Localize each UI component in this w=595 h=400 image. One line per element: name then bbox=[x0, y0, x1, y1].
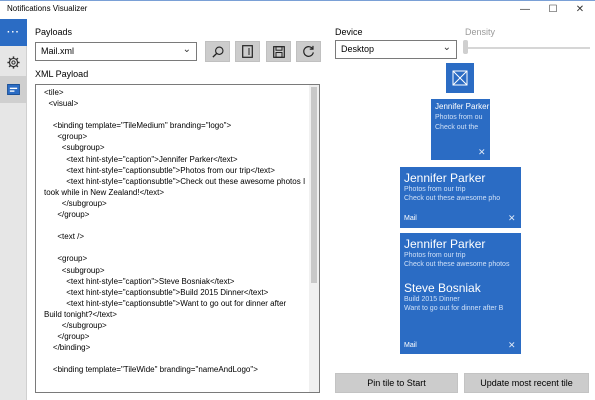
large-tile-line2a: Build 2015 Dinner bbox=[404, 296, 460, 303]
nav-tiles[interactable] bbox=[0, 76, 27, 103]
scrollbar-thumb[interactable] bbox=[311, 87, 317, 283]
device-selected: Desktop bbox=[341, 44, 375, 54]
xml-scrollbar[interactable] bbox=[309, 85, 319, 392]
density-label: Density bbox=[465, 27, 496, 37]
nav-rail bbox=[0, 19, 27, 400]
device-dropdown[interactable] bbox=[335, 40, 457, 59]
wide-tile-line1: Photos from our trip bbox=[404, 186, 466, 193]
close-icon: ✕ bbox=[478, 147, 486, 157]
medium-tile bbox=[431, 99, 490, 160]
medium-tile-name: Jennifer Parker bbox=[435, 102, 490, 111]
wide-tile-name: Jennifer Parker bbox=[404, 171, 486, 185]
wide-tile bbox=[400, 167, 521, 228]
close-button[interactable]: ✕ bbox=[575, 4, 585, 15]
payloads-dropdown[interactable] bbox=[35, 42, 197, 61]
small-tile bbox=[446, 63, 474, 93]
tile-icon bbox=[7, 84, 20, 95]
nav-settings[interactable] bbox=[0, 49, 27, 76]
large-tile-line1b: Check out these awesome photos bbox=[404, 261, 510, 268]
title-bar bbox=[0, 0, 595, 19]
large-tile bbox=[400, 233, 521, 354]
large-tile-line1a: Photos from our trip bbox=[404, 252, 466, 259]
chevron-down-icon: ⌄ bbox=[442, 42, 451, 53]
close-icon: ✕ bbox=[508, 213, 516, 223]
medium-tile-line1: Photos from ou bbox=[435, 114, 483, 121]
minimize-button[interactable]: — bbox=[520, 4, 530, 15]
chevron-down-icon: ⌄ bbox=[182, 44, 191, 55]
xml-editor[interactable] bbox=[35, 84, 320, 393]
large-tile-name2: Steve Bosniak bbox=[404, 281, 481, 295]
placeholder-image-icon bbox=[446, 63, 474, 93]
document-icon bbox=[242, 45, 253, 58]
menu-button[interactable] bbox=[0, 19, 27, 46]
more-icon: ··· bbox=[7, 26, 20, 38]
medium-tile-line2: Check out the bbox=[435, 124, 479, 131]
density-slider[interactable] bbox=[465, 47, 590, 49]
search-icon bbox=[212, 46, 224, 58]
xml-payload-label: XML Payload bbox=[35, 69, 89, 79]
new-button[interactable] bbox=[235, 41, 260, 62]
refresh-button[interactable] bbox=[296, 41, 321, 62]
density-slider-thumb[interactable] bbox=[463, 40, 468, 54]
wide-tile-line2: Check out these awesome pho bbox=[404, 195, 501, 202]
wide-tile-brand: Mail bbox=[404, 215, 417, 222]
large-tile-name1: Jennifer Parker bbox=[404, 237, 486, 251]
close-icon: ✕ bbox=[508, 340, 516, 350]
large-tile-line2b: Want to go out for dinner after B bbox=[404, 305, 504, 312]
refresh-icon bbox=[302, 45, 315, 58]
window-title: Notifications Visualizer bbox=[7, 4, 88, 13]
large-tile-brand: Mail bbox=[404, 342, 417, 349]
payloads-label: Payloads bbox=[35, 27, 73, 37]
save-button[interactable] bbox=[266, 41, 291, 62]
maximize-button[interactable]: ☐ bbox=[548, 4, 558, 15]
save-icon bbox=[273, 46, 285, 58]
gear-icon bbox=[7, 56, 20, 69]
payloads-selected: Mail.xml bbox=[41, 46, 74, 56]
update-tile-button[interactable]: Update most recent tile bbox=[464, 373, 589, 393]
open-button[interactable] bbox=[205, 41, 230, 62]
xml-content[interactable]: <tile> <visual> <binding template="TileMedium" branding="logo"> <group> <subgroup> <text hint-style="caption">Jennifer Parker</text> <text hint-style="captionsubtle">Photos from our trip</text> <text hint-style="captionsubtle">Check out these awesome photos I took while in New Zealand!</text> </subgroup> </group> <text /> <group> <subgroup> <text hint-style="caption">Steve Bosniak</text> <text hint-style="captionsubtle">Build 2015 Dinner</text> <text hint-style="captionsubtle">Want to go out for dinner after Build tonight?</text> </subgroup> </group> </binding> <binding template="TileWide" branding="nameAndLogo"> bbox=[44, 88, 306, 375]
device-label: Device bbox=[335, 27, 363, 37]
pin-tile-button[interactable]: Pin tile to Start bbox=[335, 373, 458, 393]
